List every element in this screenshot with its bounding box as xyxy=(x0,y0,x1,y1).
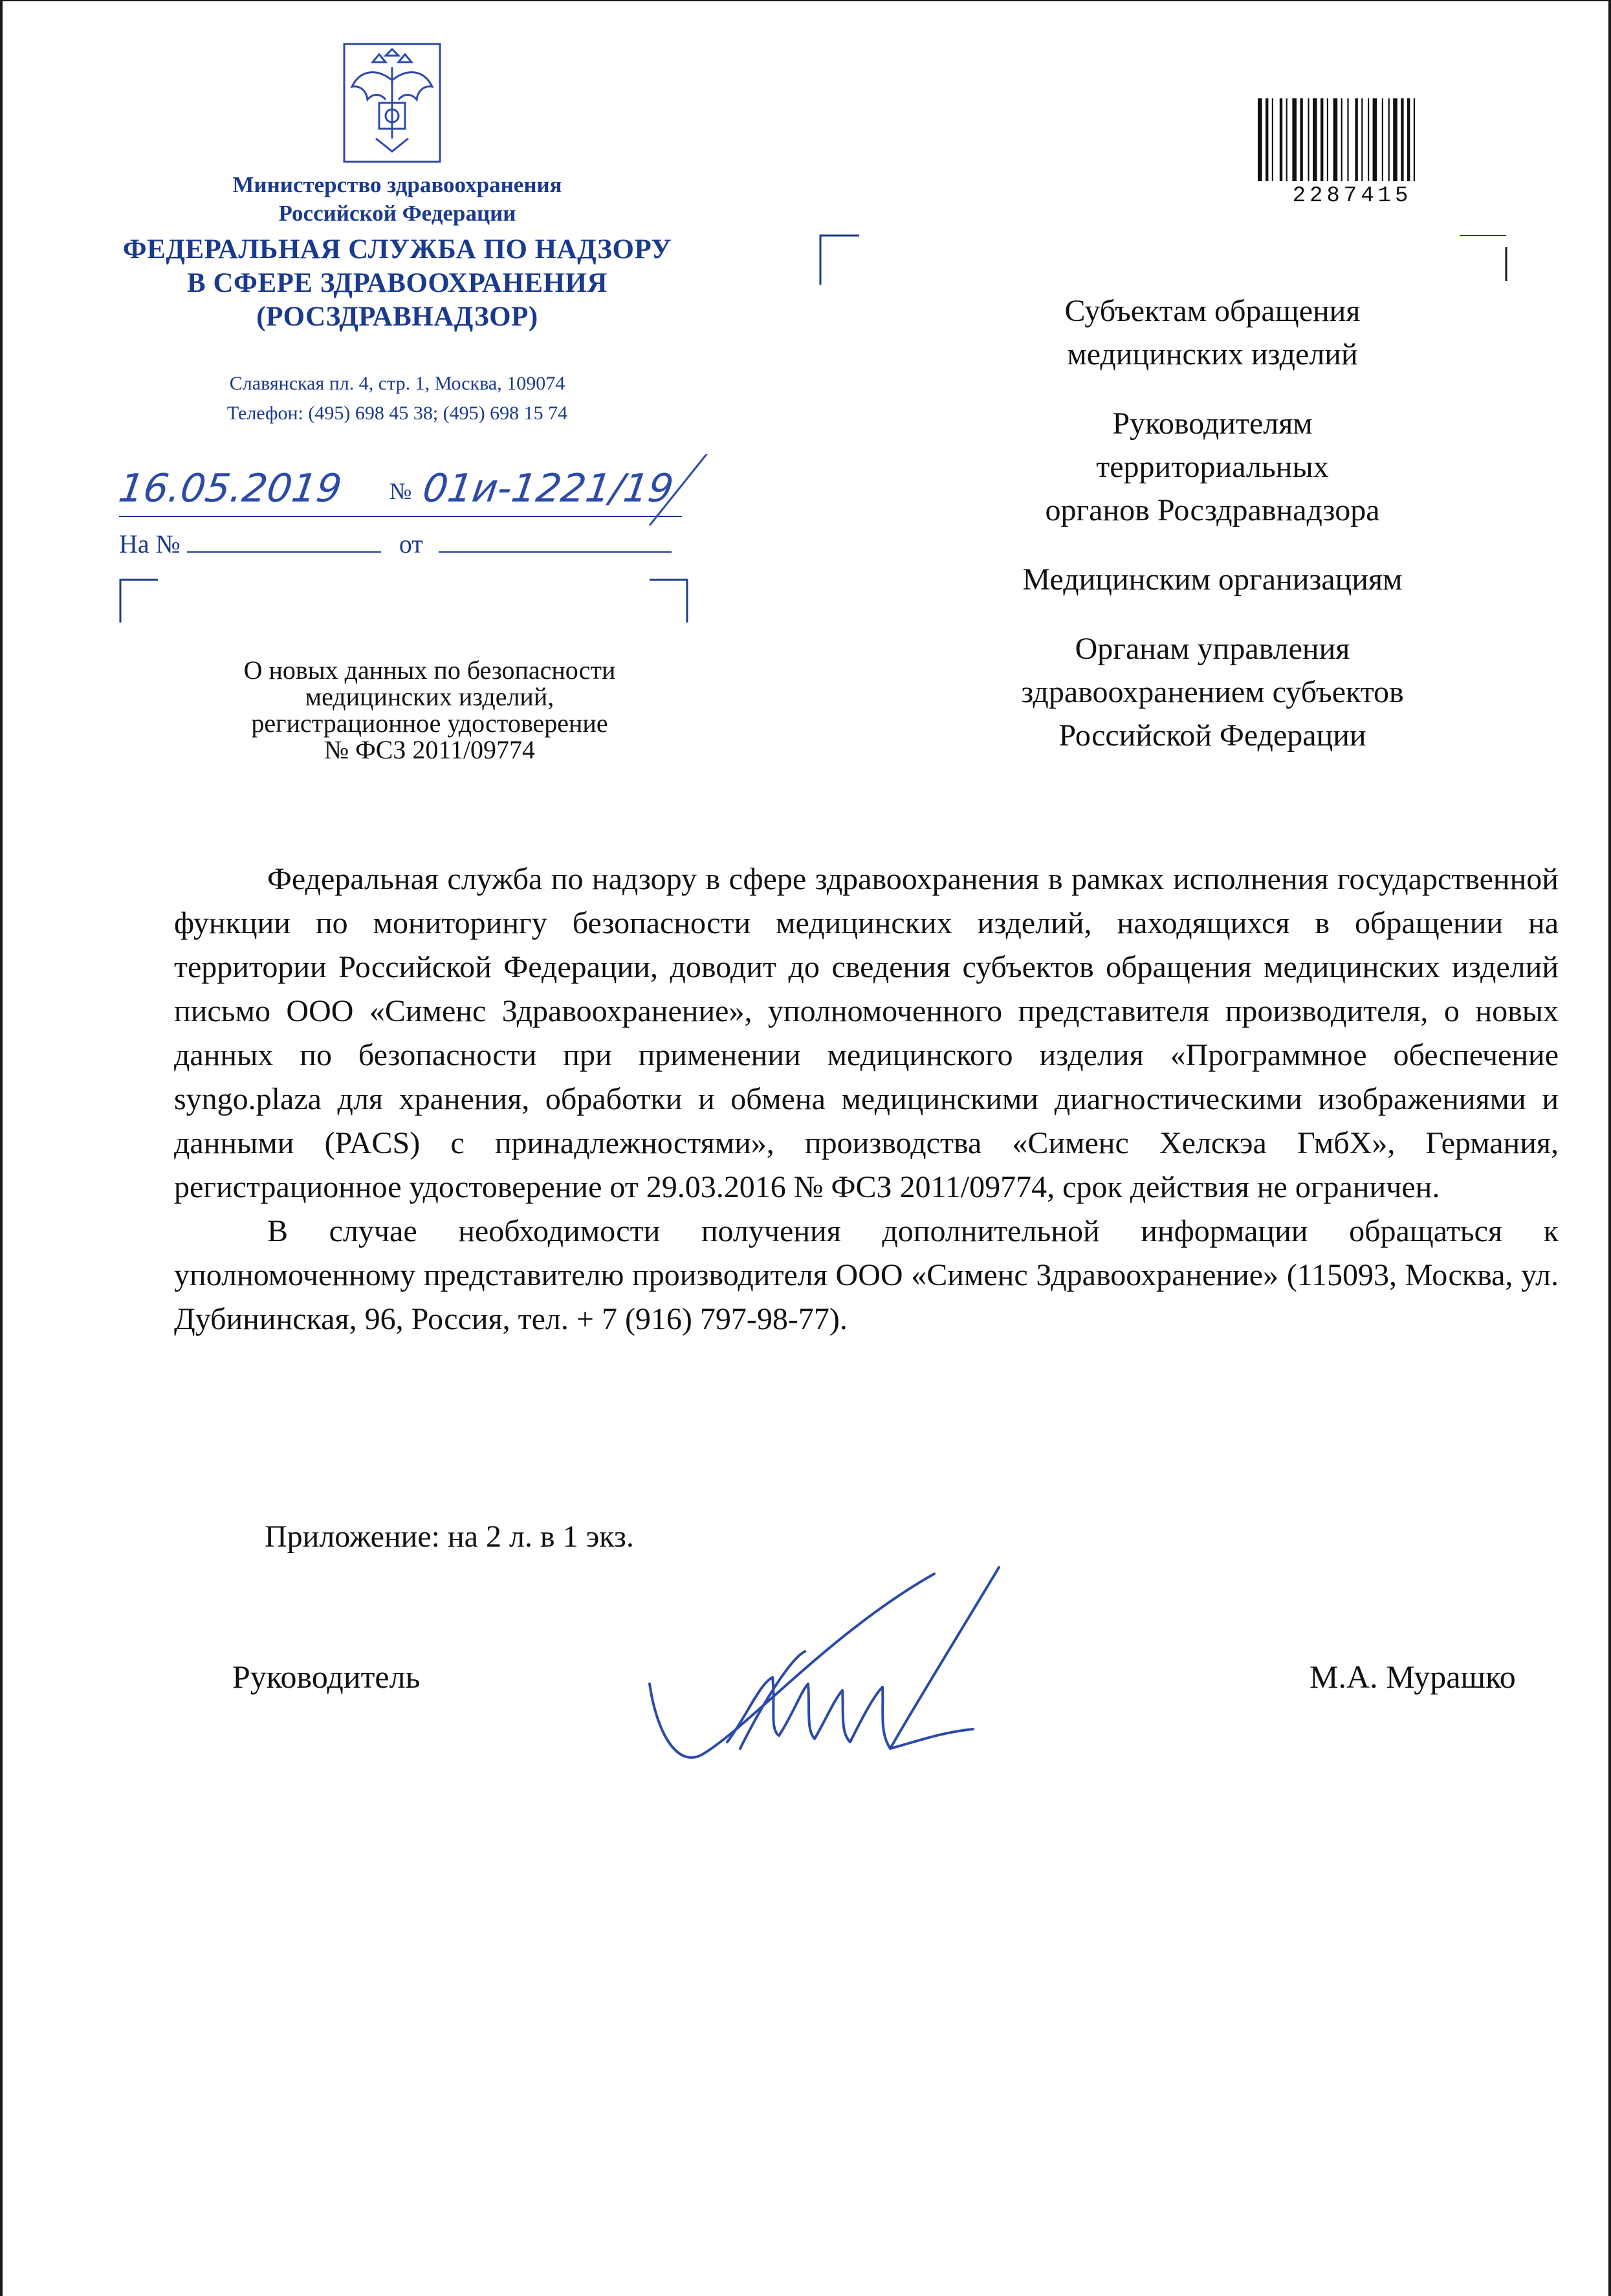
barcode-icon xyxy=(1255,98,1449,182)
body-paragraph-1: Федеральная служба по надзору в сфере здравоохранения в рамках исполнения государственной функции по мониторингу безопасности медицинских изделий, находящихся в обращении на территории Российской Федерации, доводит до сведения субъектов обращения медицинских изделий письмо ООО «Сименс Здравоохранение», уполномоченного представителя производителя, о новых данных по безопасности при применении медицинского изделия «Программное обеспечение syngo.plaza для хранения, обработки и обмена медицинскими диагностическими изображениями и данными (PACS) с принадлежностями», производства «Сименс Хелскэа ГмбХ», Германия, регистрационное удостоверение от 29.03.2016 № ФСЗ 2011/09774, срок действия не ограничен. xyxy=(174,862,1559,1204)
addressee-line: органов Росздравнадзора xyxy=(1045,493,1380,527)
service-line-3: (РОСЗДРАВНАДЗОР) xyxy=(256,302,538,332)
reference-from-label: от xyxy=(399,529,423,558)
addressee-line: Медицинским организациям xyxy=(1022,562,1403,597)
addressee-group xyxy=(921,289,1504,376)
registration-underline xyxy=(119,454,766,525)
letter-body xyxy=(174,857,1559,1341)
subject-line-4: № ФСЗ 2011/09774 xyxy=(323,735,536,764)
addressee-corner-brackets xyxy=(819,234,1511,293)
service-name xyxy=(93,233,701,334)
addressee-group xyxy=(921,558,1504,601)
registration-number: 01и-1221/19 xyxy=(420,466,677,511)
subject-line-3: регистрационное удостоверение xyxy=(251,709,608,738)
registration-number-label: № xyxy=(389,478,412,504)
service-phone: Телефон: (495) 698 45 38; (495) 698 15 74 xyxy=(226,403,568,424)
addressee-group xyxy=(921,402,1504,532)
body-paragraph-2: В случае необходимости получения дополнительной информации обращаться к уполномоченному представителю производителя ООО «Сименс Здравоохранение» (115093, Москва, ул. Дубининская, 96, Россия, тел. + 7 (916) 797-98-77). xyxy=(174,1214,1559,1336)
service-line-1: ФЕДЕРАЛЬНАЯ СЛУЖБА ПО НАДЗОРУ xyxy=(122,234,672,265)
addressee-line: Органам управления xyxy=(1075,632,1350,666)
coat-of-arms-icon xyxy=(340,41,444,164)
subject-line-1: О новых данных по безопасности xyxy=(243,656,616,685)
service-line-2: В СФЕРЕ ЗДРАВООХРАНЕНИЯ xyxy=(187,268,608,298)
attachment-note: Приложение: на 2 л. в 1 экз. xyxy=(265,1519,634,1554)
addressees-block xyxy=(921,289,1504,783)
reference-line xyxy=(119,529,672,559)
subject-line-2: медицинских изделий, xyxy=(305,682,554,711)
ministry-line-1: Министерство здравоохранения xyxy=(232,172,562,197)
subject-corner-brackets xyxy=(119,579,688,624)
reference-number-label: На № xyxy=(119,529,181,558)
addressee-group xyxy=(921,627,1504,757)
ministry-line-2: Российской Федерации xyxy=(278,201,516,226)
reference-number-blank xyxy=(187,532,381,553)
addressee-line: Руководителям xyxy=(1112,406,1313,441)
signature-icon xyxy=(637,1554,1102,1826)
addressee-line: здравоохранением субъектов xyxy=(1021,675,1404,709)
addressee-line: Субъектам обращения xyxy=(1064,294,1361,328)
service-contacts xyxy=(106,369,688,428)
reference-date-blank xyxy=(439,532,672,553)
barcode-number: 2287415 xyxy=(1292,184,1412,208)
signatory-role: Руководитель xyxy=(232,1659,421,1695)
ministry-name xyxy=(119,171,675,228)
service-address: Славянская пл. 4, стр. 1, Москва, 109074 xyxy=(229,373,565,394)
letter-subject xyxy=(184,657,675,763)
addressee-line: медицинских изделий xyxy=(1067,337,1358,371)
addressee-line: территориальных xyxy=(1096,450,1329,484)
registration-date: 16.05.2019 xyxy=(116,466,345,511)
addressee-line: Российской Федерации xyxy=(1058,718,1366,753)
signatory-name: М.А. Мурашко xyxy=(1310,1659,1516,1695)
